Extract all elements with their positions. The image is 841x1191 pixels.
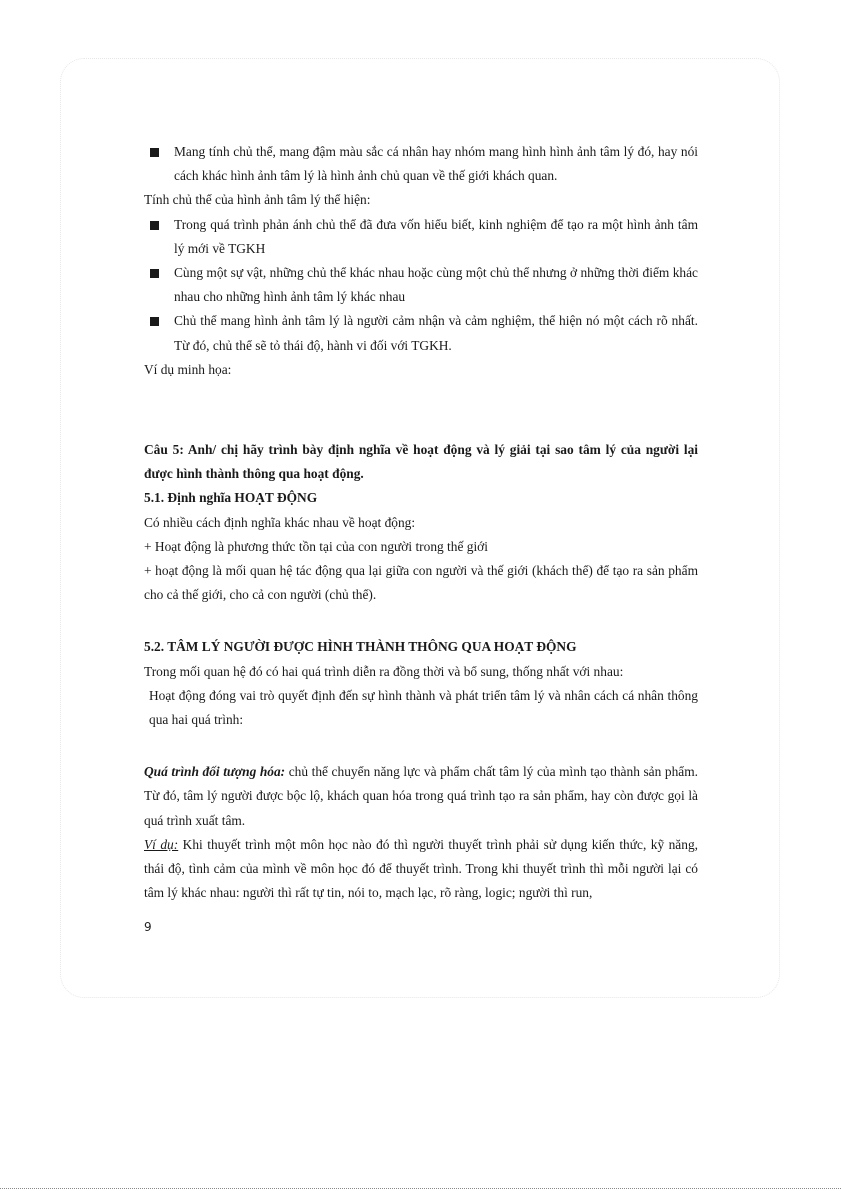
- square-bullet-icon: [150, 269, 159, 278]
- square-bullet-icon: [150, 317, 159, 326]
- paragraph: Hoạt động đóng vai trò quyết định đến sự hình thành và phát triển tâm lý và nhân cách cá nhân thông qua hai quá trình:: [149, 687, 698, 728]
- example-label: Ví dụ:: [144, 836, 179, 852]
- square-bullet-icon: [150, 221, 159, 230]
- question-heading: Câu 5: Anh/ chị hãy trình bày định nghĩa về hoạt động và lý giải tại sao tâm lý của người lại được hình thành thông qua hoạt động.: [144, 442, 698, 482]
- section-title: 5.1. Định nghĩa HOẠT ĐỘNG: [144, 490, 318, 506]
- bullet-item: [144, 213, 698, 261]
- paragraph: + hoạt động là mối quan hệ tác động qua lại giữa con người và thế giới (khách thể) để tạo ra sản phẩm cho cả thế giới, cho cả con người (chủ thể).: [144, 563, 698, 603]
- bullet-text: Trong quá trình phản ánh chủ thể đã đưa vốn hiểu biết, kinh nghiệm để tạo ra một hình ảnh tâm lý mới về TGKH: [174, 216, 698, 256]
- bullet-item: [144, 261, 698, 309]
- paragraph: Có nhiều cách định nghĩa khác nhau về hoạt động:: [144, 514, 416, 530]
- page-number: 9: [144, 920, 152, 934]
- document-body: [144, 140, 698, 905]
- paragraph: + Hoạt động là phương thức tồn tại của con người trong thế giới: [144, 538, 488, 554]
- bullet-item: [144, 140, 698, 188]
- paragraph: Trong mối quan hệ đó có hai quá trình diễn ra đồng thời và bổ sung, thống nhất với nhau:: [144, 663, 624, 679]
- example-label: Ví dụ minh họa:: [144, 361, 232, 377]
- section-title: 5.2. TÂM LÝ NGƯỜI ĐƯỢC HÌNH THÀNH THÔNG QUA HOẠT ĐỘNG: [144, 639, 577, 655]
- bullet-text: Chủ thể mang hình ảnh tâm lý là người cảm nhận và cảm nghiệm, thể hiện nó một cách rõ nhất. Từ đó, chủ thể sẽ tỏ thái độ, hành vi đối với TGKH.: [174, 313, 698, 353]
- bullet-item: [144, 309, 698, 357]
- paragraph: [144, 833, 698, 906]
- paragraph: [144, 760, 698, 833]
- bullet-text: Mang tính chủ thể, mang đậm màu sắc cá nhân hay nhóm mang hình hình ảnh tâm lý đó, hay nói cách khác hình ảnh tâm lý là hình ảnh chủ quan về thế giới khách quan.: [174, 144, 698, 184]
- process-text: chủ thể chuyển năng lực và phẩm chất tâm lý của mình tạo thành sản phẩm. Từ đó, tâm lý người được bộc lộ, khách quan hóa trong quá trình tạo ra sản phẩm, hay còn được gọi là quá trình xuất tâm.: [144, 764, 698, 828]
- bullet-text: Cùng một sự vật, những chủ thể khác nhau hoặc cùng một chủ thể nhưng ở những thời điểm khác nhau cho những hình ảnh tâm lý khác nhau: [174, 265, 698, 305]
- process-label: Quá trình đối tượng hóa:: [144, 764, 286, 780]
- example-text: Khi thuyết trình một môn học nào đó thì người thuyết trình phải sử dụng kiến thức, kỹ năng, thái độ, tình cảm của mình về môn học đó để thuyết trình. Trong khi thuyết trình thì mỗi người lại có tâm lý khác nhau: người thì rất tự tin, nói to, mạch lạc, rõ ràng, logic; người thì run,: [144, 836, 698, 901]
- square-bullet-icon: [150, 148, 159, 157]
- lead-paragraph: Tính chủ thể của hình ảnh tâm lý thể hiện:: [144, 192, 371, 208]
- bottom-rule: [0, 1188, 841, 1189]
